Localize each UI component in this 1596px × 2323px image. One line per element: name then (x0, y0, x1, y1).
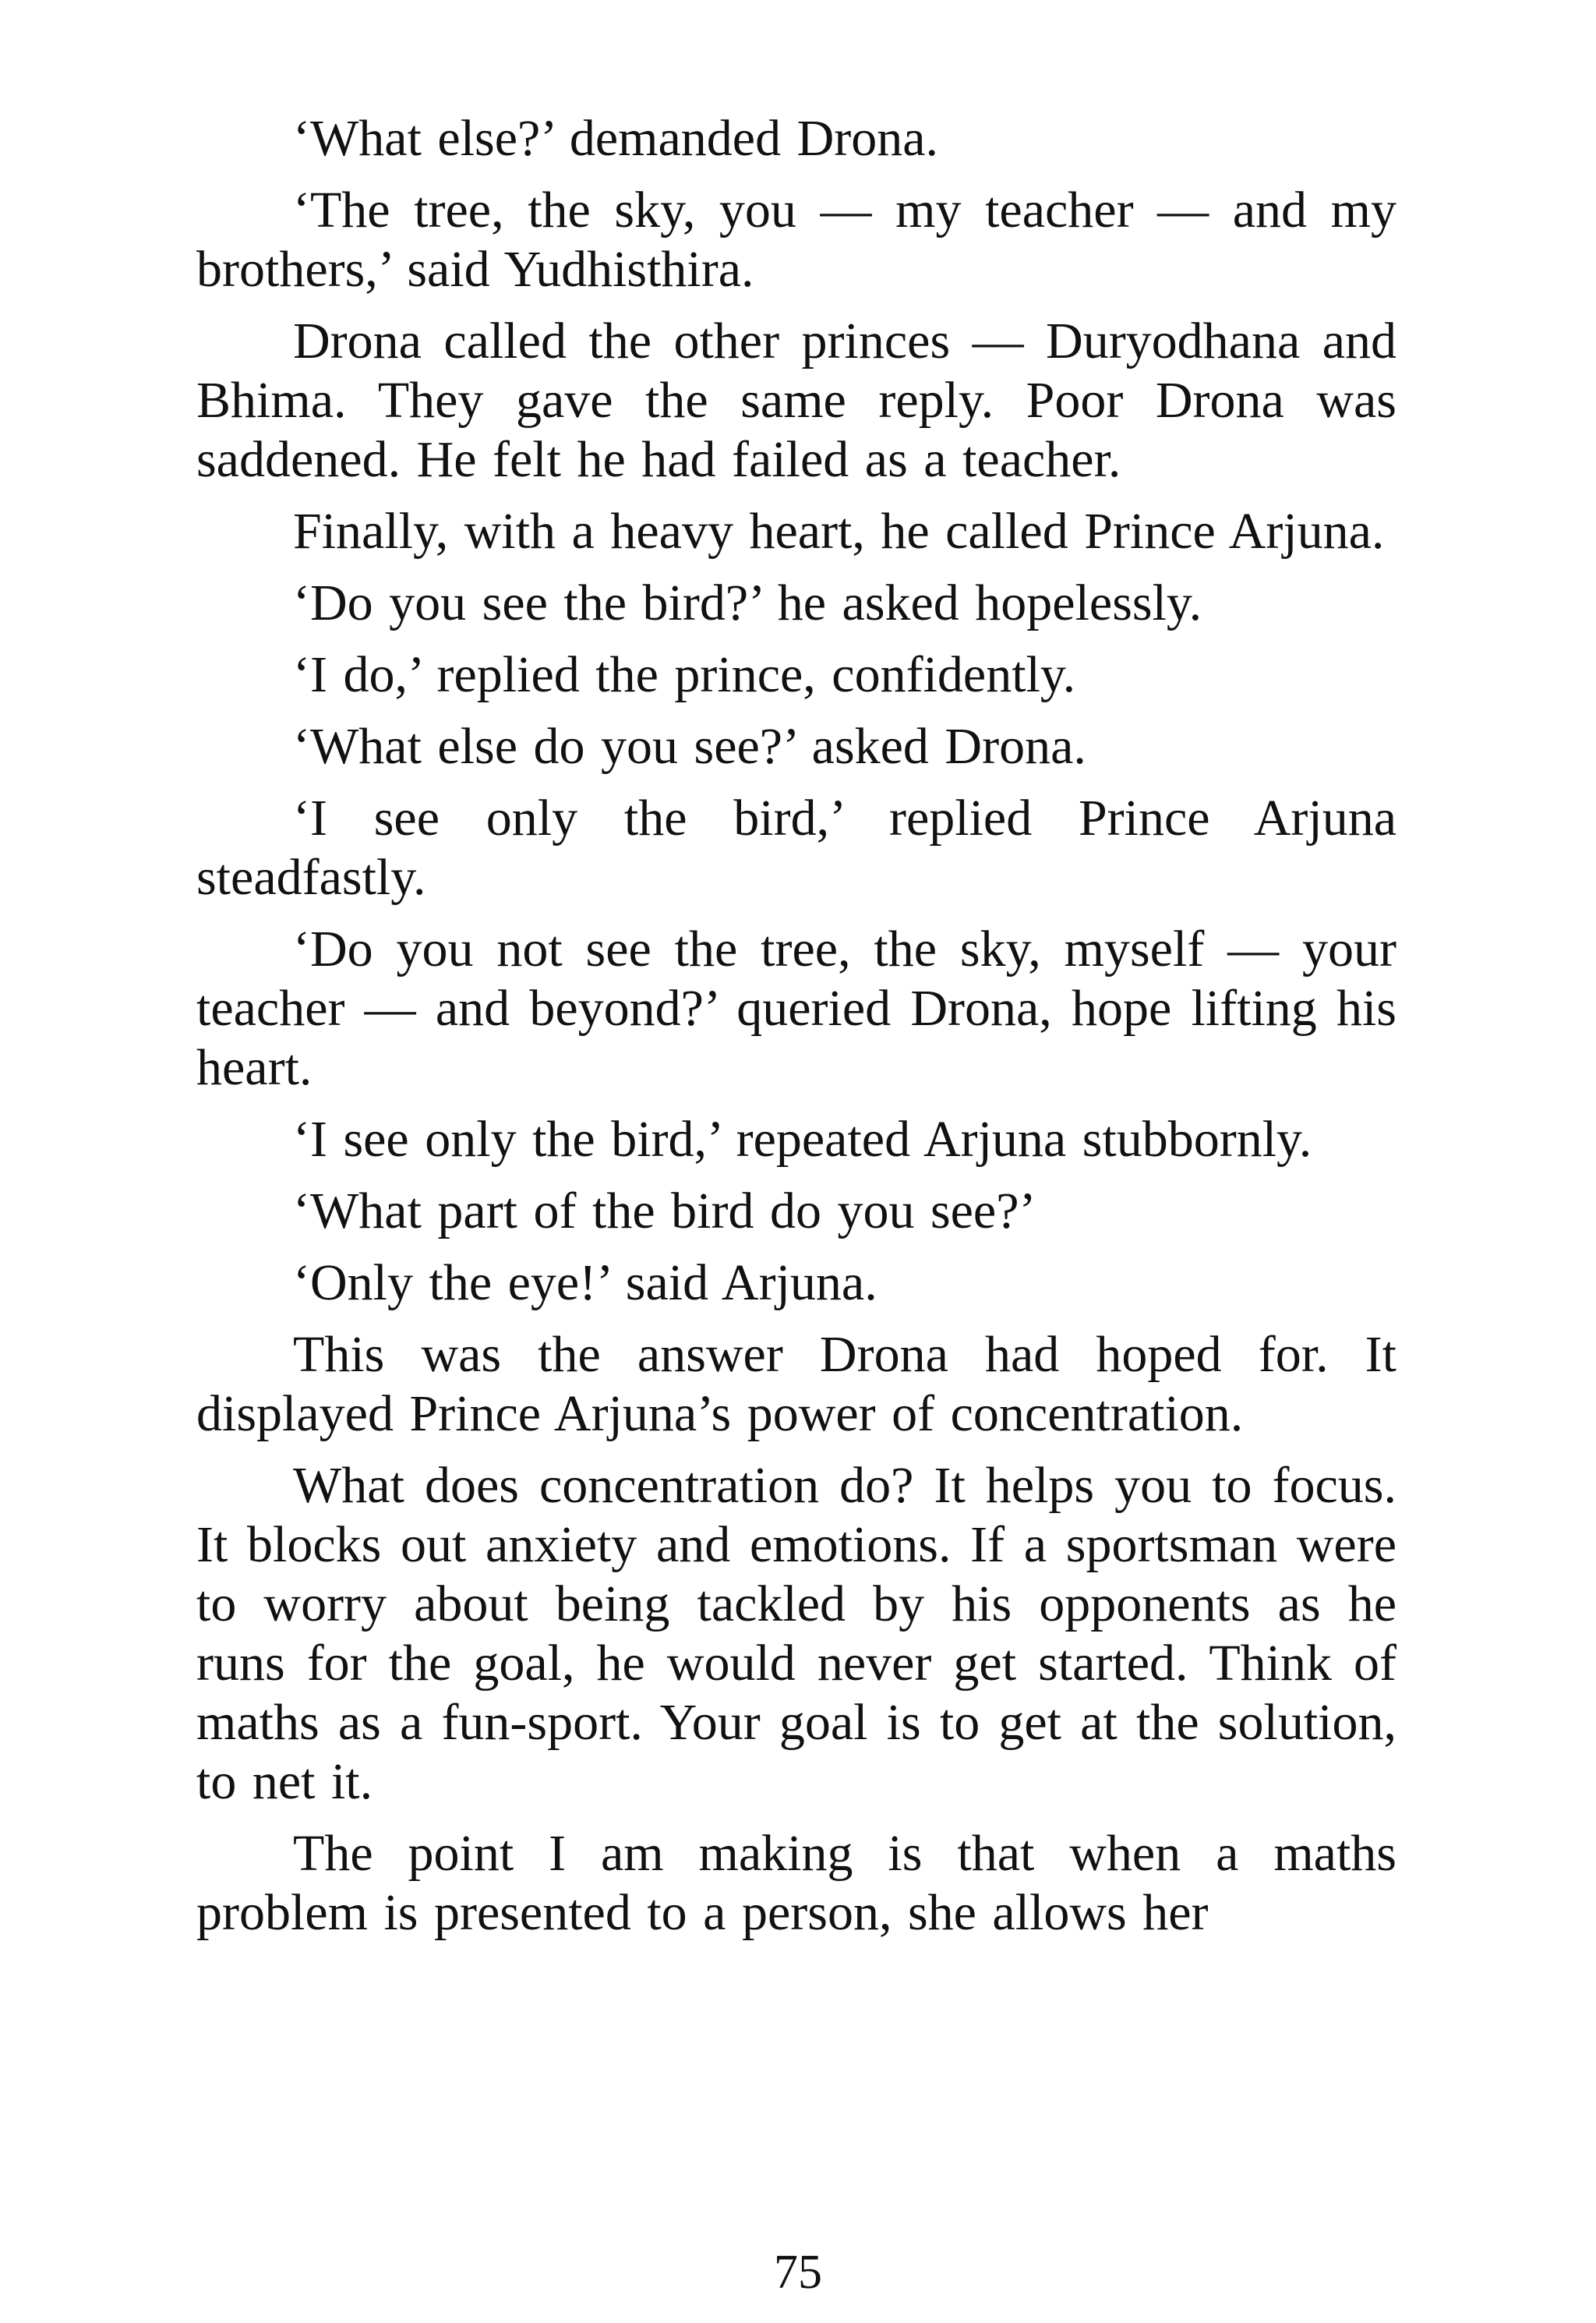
paragraph: What does concentration do? It helps you to focus. It blocks out anxiety and emotions. If a sportsman were to worry about being tackled by his opponents as he runs for the goal, he would never get started. Think of maths as a fun-sport. Your goal is to get at the solution, to net it. (196, 1457, 1396, 1810)
paragraph: ‘I do,’ replied the prince, confidently. (293, 646, 1076, 703)
paragraph: Drona called the other princes — Duryodhana and Bhima. They gave the same reply. Poor Drona was saddened. He felt he had failed as a teacher. (196, 313, 1396, 488)
paragraph: ‘What else do you see?’ asked Drona. (293, 718, 1086, 775)
paragraph: ‘Do you see the bird?’ he asked hopelessly. (293, 575, 1202, 631)
paragraph: Finally, with a heavy heart, he called Prince Arjuna. (293, 503, 1385, 560)
page-number: 75 (774, 2246, 822, 2299)
paragraph: ‘I see only the bird,’ replied Prince Arjuna steadfastly. (196, 790, 1396, 906)
paragraph: ‘Do you not see the tree, the sky, myself — your teacher — and beyond?’ queried Drona, hope lifting his heart. (196, 921, 1396, 1096)
page-body (196, 109, 1396, 2307)
paragraph: ‘I see only the bird,’ repeated Arjuna stubbornly. (293, 1111, 1312, 1168)
paragraph: ‘Only the eye!’ said Arjuna. (293, 1254, 877, 1311)
paragraph: ‘What else?’ demanded Drona. (293, 110, 939, 167)
paragraph: The point I am making is that when a maths problem is presented to a person, she allows her (196, 1825, 1396, 1941)
paragraph: ‘What part of the bird do you see?’ (293, 1183, 1036, 1239)
paragraph: ‘The tree, the sky, you — my teacher — and my brothers,’ said Yudhisthira. (196, 182, 1396, 298)
paragraph: This was the answer Drona had hoped for. It displayed Prince Arjuna’s power of concentration. (196, 1326, 1396, 1442)
